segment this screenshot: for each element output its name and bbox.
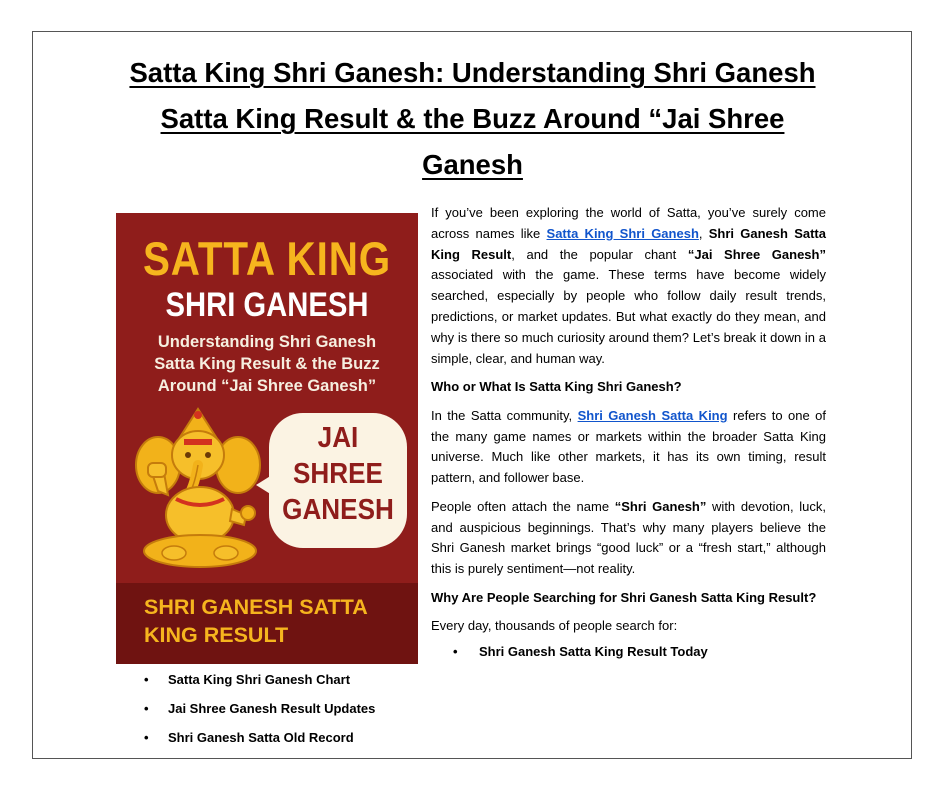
intro-text-1: If you’ve been exploring the world of Satta, you’ve surely come across names like [431, 205, 826, 241]
list-item: • Shri Ganesh Satta Old Record [140, 728, 440, 749]
section2-paragraph-1: Every day, thousands of people search for: [431, 618, 678, 634]
list-item: • Shri Ganesh Satta King Result Today [431, 642, 826, 663]
cover-subtitle-line-1: Understanding Shri Ganesh [157, 333, 377, 351]
title-line-3: Ganesh [422, 149, 523, 180]
s1p1-text-2: refers to one of the many game names or markets within the broader Satta King universe. Much like other markets, it has its own timing, result pattern, and follower base. [431, 407, 826, 486]
cover-heading-2: SHRI GANESH [165, 286, 369, 324]
s1p2-bold: “Shri Ganesh” [614, 498, 707, 514]
bubble-line-2: SHREE [293, 458, 383, 490]
speech-bubble-text [276, 420, 400, 528]
page-title [70, 50, 875, 188]
shri-ganesh-satta-king-link[interactable]: Shri Ganesh Satta King [577, 407, 728, 423]
s1p2-text-1: People often attach the name [431, 498, 615, 514]
cover-image [116, 213, 418, 664]
section-heading-why: Why Are People Searching for Shri Ganesh Satta King Result? [431, 589, 817, 605]
bubble-line-1: JAI [317, 422, 359, 454]
intro-bold-1: Shri Ganesh Satta King Result [431, 225, 826, 262]
bubble-line-3: GANESH [282, 494, 394, 526]
intro-paragraph [431, 203, 826, 369]
list-item: • Satta King Shri Ganesh Chart [140, 670, 440, 691]
section-heading-who: Who or What Is Satta King Shri Ganesh? [431, 379, 682, 395]
cover-band-text [144, 593, 404, 649]
cover-heading-1: SATTA KING [142, 232, 392, 285]
intro-text-2: , [698, 225, 709, 241]
s1p2-text-2: with devotion, luck, and auspicious beginnings. That’s why many players believe the Shri Ganesh market brings “good luck” or a “fresh start,” although this is purely sentiment—not reality. [431, 498, 826, 577]
cover-subtitle [130, 331, 404, 397]
section1-paragraph-2 [431, 497, 826, 580]
article-body [431, 203, 826, 645]
intro-text-4: associated with the game. These terms have become widely searched, especially by people who follow daily result trends, predictions, or market updates. But what exactly do they mean, and why is there so much curiosity around them? Let’s break it down in a simple, clear, and human way. [431, 267, 826, 366]
section1-paragraph-1 [431, 406, 826, 489]
title-line-1: Satta King Shri Ganesh: Understanding Shri Ganesh [129, 57, 816, 88]
ganesh-illustration-icon [128, 403, 268, 573]
speech-bubble-tail [256, 475, 272, 495]
intro-bold-2: “Jai Shree Ganesh” [687, 246, 826, 262]
title-line-2: Satta King Result & the Buzz Around “Jai Shree [160, 103, 785, 134]
search-terms-list-continued [140, 670, 440, 756]
cover-subtitle-line-3: Around “Jai Shree Ganesh” [157, 377, 377, 395]
satta-king-shri-ganesh-link[interactable]: Satta King Shri Ganesh [546, 225, 699, 241]
intro-text-3: , and the popular chant [511, 246, 688, 262]
list-item: • Jai Shree Ganesh Result Updates [140, 699, 440, 720]
band-line-2: KING RESULT [144, 623, 289, 647]
band-line-1: SHRI GANESH SATTA [144, 595, 368, 619]
search-terms-list [431, 642, 826, 663]
cover-subtitle-line-2: Satta King Result & the Buzz [154, 355, 380, 373]
s1p1-text-1: In the Satta community, [431, 407, 578, 423]
